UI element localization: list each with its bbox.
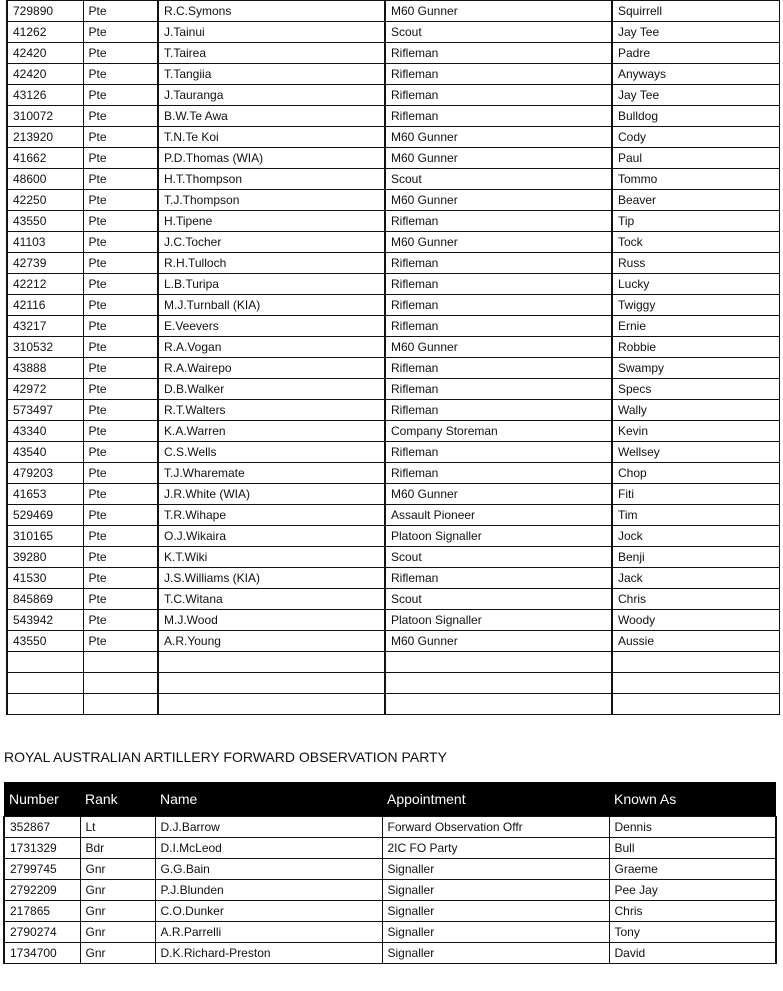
cell-appointment: Rifleman (385, 85, 612, 106)
cell-known-as: Paul (612, 148, 779, 169)
cell-known-as: Jack (612, 568, 779, 589)
cell-number: 543942 (7, 610, 83, 631)
cell-name: M.J.Wood (158, 610, 385, 631)
table-row (7, 85, 779, 106)
table-row (4, 943, 776, 964)
cell-number: 43126 (7, 85, 83, 106)
cell-rank: Pte (83, 463, 158, 484)
table-row (7, 190, 779, 211)
cell-number: 41530 (7, 568, 83, 589)
cell-appointment: Rifleman (385, 106, 612, 127)
table-row (7, 295, 779, 316)
cell-name (158, 694, 385, 715)
roster-table-body (7, 1, 779, 715)
table-row (4, 922, 776, 943)
cell-appointment: M60 Gunner (385, 631, 612, 652)
table-row (7, 64, 779, 85)
table-row (7, 211, 779, 232)
cell-number: 2799745 (4, 859, 80, 880)
cell-rank: Pte (83, 148, 158, 169)
table-row (7, 337, 779, 358)
table-row (7, 610, 779, 631)
cell-known-as: Lucky (612, 274, 779, 295)
cell-name: T.C.Witana (158, 589, 385, 610)
cell-appointment: Forward Observation Offr (382, 817, 609, 838)
table-row (7, 673, 779, 694)
cell-rank: Pte (83, 421, 158, 442)
section-title: ROYAL AUSTRALIAN ARTILLERY FORWARD OBSERVATION PARTY (4, 749, 447, 765)
cell-number: 48600 (7, 169, 83, 190)
table-row (7, 442, 779, 463)
cell-rank: Pte (83, 631, 158, 652)
cell-known-as: David (609, 943, 776, 964)
cell-appointment: Rifleman (385, 253, 612, 274)
cell-number: 479203 (7, 463, 83, 484)
cell-rank: Pte (83, 22, 158, 43)
table-row (7, 316, 779, 337)
table-row (7, 652, 779, 673)
cell-rank: Pte (83, 484, 158, 505)
cell-name (158, 652, 385, 673)
cell-rank: Pte (83, 589, 158, 610)
cell-name: D.K.Richard-Preston (155, 943, 382, 964)
cell-known-as: Graeme (609, 859, 776, 880)
table-row (7, 526, 779, 547)
cell-name: J.Tainui (158, 22, 385, 43)
cell-rank: Pte (83, 190, 158, 211)
cell-name: H.T.Thompson (158, 169, 385, 190)
cell-name: R.C.Symons (158, 1, 385, 22)
cell-rank: Pte (83, 442, 158, 463)
cell-rank: Pte (83, 610, 158, 631)
cell-rank: Lt (80, 817, 155, 838)
cell-appointment: Rifleman (385, 568, 612, 589)
artillery-table (3, 782, 777, 964)
cell-name: B.W.Te Awa (158, 106, 385, 127)
cell-rank: Pte (83, 43, 158, 64)
cell-name: R.A.Wairepo (158, 358, 385, 379)
cell-number: 42250 (7, 190, 83, 211)
cell-known-as: Chop (612, 463, 779, 484)
cell-name: T.J.Wharemate (158, 463, 385, 484)
cell-name: J.Tauranga (158, 85, 385, 106)
table-row (7, 358, 779, 379)
cell-number: 310165 (7, 526, 83, 547)
cell-appointment: Signaller (382, 901, 609, 922)
cell-known-as: Jay Tee (612, 22, 779, 43)
cell-rank: Pte (83, 169, 158, 190)
header-row (4, 782, 776, 817)
cell-known-as: Swampy (612, 358, 779, 379)
cell-number: 42116 (7, 295, 83, 316)
cell-appointment: Signaller (382, 922, 609, 943)
cell-rank (83, 673, 158, 694)
cell-appointment: Scout (385, 547, 612, 568)
table-row (7, 232, 779, 253)
cell-number: 310072 (7, 106, 83, 127)
cell-rank: Gnr (80, 901, 155, 922)
cell-rank: Pte (83, 505, 158, 526)
cell-appointment: Scout (385, 169, 612, 190)
cell-known-as: Anyways (612, 64, 779, 85)
table-row (7, 400, 779, 421)
cell-rank: Pte (83, 274, 158, 295)
cell-appointment: Scout (385, 22, 612, 43)
cell-appointment: Rifleman (385, 316, 612, 337)
cell-number: 573497 (7, 400, 83, 421)
cell-appointment (385, 694, 612, 715)
cell-rank: Pte (83, 400, 158, 421)
table-row (7, 253, 779, 274)
artillery-table-header (4, 782, 776, 817)
cell-rank: Pte (83, 1, 158, 22)
cell-number: 1734700 (4, 943, 80, 964)
cell-rank (83, 694, 158, 715)
cell-name (158, 673, 385, 694)
cell-known-as: Squirrell (612, 1, 779, 22)
cell-appointment: Scout (385, 589, 612, 610)
table-row (7, 484, 779, 505)
table-row (7, 631, 779, 652)
cell-number: 42420 (7, 43, 83, 64)
cell-appointment: Rifleman (385, 379, 612, 400)
cell-appointment: M60 Gunner (385, 190, 612, 211)
cell-rank: Pte (83, 316, 158, 337)
cell-number: 43340 (7, 421, 83, 442)
cell-number (7, 673, 83, 694)
cell-rank: Gnr (80, 859, 155, 880)
cell-name: A.R.Parrelli (155, 922, 382, 943)
cell-known-as: Chris (609, 901, 776, 922)
cell-number: 2792209 (4, 880, 80, 901)
cell-number: 2790274 (4, 922, 80, 943)
cell-rank: Pte (83, 64, 158, 85)
header-known-as: Known As (609, 782, 776, 817)
cell-name: R.T.Walters (158, 400, 385, 421)
roster-table (6, 0, 780, 715)
cell-known-as: Cody (612, 127, 779, 148)
cell-known-as: Russ (612, 253, 779, 274)
cell-rank: Pte (83, 253, 158, 274)
cell-appointment: M60 Gunner (385, 1, 612, 22)
cell-rank: Pte (83, 379, 158, 400)
cell-known-as: Fiti (612, 484, 779, 505)
cell-rank: Pte (83, 106, 158, 127)
cell-name: A.R.Young (158, 631, 385, 652)
cell-appointment (385, 652, 612, 673)
cell-name: E.Veevers (158, 316, 385, 337)
cell-name: T.Tairea (158, 43, 385, 64)
cell-appointment: Rifleman (385, 211, 612, 232)
cell-name: J.S.Williams (KIA) (158, 568, 385, 589)
cell-rank: Pte (83, 232, 158, 253)
cell-number: 39280 (7, 547, 83, 568)
table-row (7, 274, 779, 295)
cell-known-as: Bulldog (612, 106, 779, 127)
cell-number: 42739 (7, 253, 83, 274)
cell-name: K.A.Warren (158, 421, 385, 442)
cell-appointment: Signaller (382, 943, 609, 964)
cell-known-as: Bull (609, 838, 776, 859)
cell-name: L.B.Turipa (158, 274, 385, 295)
table-row (7, 589, 779, 610)
cell-appointment (385, 673, 612, 694)
cell-rank: Pte (83, 547, 158, 568)
cell-known-as: Beaver (612, 190, 779, 211)
table-row (7, 169, 779, 190)
cell-rank: Pte (83, 526, 158, 547)
table-row (7, 463, 779, 484)
table-row (7, 1, 779, 22)
cell-known-as: Tommo (612, 169, 779, 190)
table-row (4, 859, 776, 880)
cell-rank: Pte (83, 337, 158, 358)
cell-number (7, 694, 83, 715)
cell-number: 352867 (4, 817, 80, 838)
cell-name: T.R.Wihape (158, 505, 385, 526)
table-row (4, 838, 776, 859)
cell-name: O.J.Wikaira (158, 526, 385, 547)
cell-name: C.O.Dunker (155, 901, 382, 922)
cell-appointment: M60 Gunner (385, 484, 612, 505)
cell-number: 42420 (7, 64, 83, 85)
header-name: Name (155, 782, 382, 817)
cell-known-as: Tock (612, 232, 779, 253)
table-row (7, 379, 779, 400)
cell-name: M.J.Turnball (KIA) (158, 295, 385, 316)
cell-name: D.J.Barrow (155, 817, 382, 838)
cell-number: 41262 (7, 22, 83, 43)
cell-known-as: Woody (612, 610, 779, 631)
table-row (7, 43, 779, 64)
table-row (4, 817, 776, 838)
cell-number: 217865 (4, 901, 80, 922)
cell-known-as: Tony (609, 922, 776, 943)
table-row (4, 901, 776, 922)
cell-name: R.H.Tulloch (158, 253, 385, 274)
cell-known-as (612, 652, 779, 673)
cell-appointment: M60 Gunner (385, 232, 612, 253)
cell-known-as: Kevin (612, 421, 779, 442)
cell-appointment: Rifleman (385, 43, 612, 64)
cell-name: D.I.McLeod (155, 838, 382, 859)
table-row (7, 148, 779, 169)
cell-rank: Gnr (80, 880, 155, 901)
cell-rank: Pte (83, 568, 158, 589)
cell-appointment: Signaller (382, 859, 609, 880)
cell-appointment: Signaller (382, 880, 609, 901)
cell-appointment: Rifleman (385, 64, 612, 85)
table-row (7, 22, 779, 43)
cell-appointment: Rifleman (385, 400, 612, 421)
cell-appointment: Platoon Signaller (385, 610, 612, 631)
table-row (7, 547, 779, 568)
cell-number: 1731329 (4, 838, 80, 859)
cell-name: R.A.Vogan (158, 337, 385, 358)
cell-appointment: M60 Gunner (385, 127, 612, 148)
header-rank: Rank (80, 782, 155, 817)
cell-known-as: Robbie (612, 337, 779, 358)
cell-name: G.G.Bain (155, 859, 382, 880)
cell-number: 43550 (7, 631, 83, 652)
cell-rank: Pte (83, 295, 158, 316)
cell-rank: Pte (83, 211, 158, 232)
cell-number: 213920 (7, 127, 83, 148)
cell-rank (83, 652, 158, 673)
cell-number: 42212 (7, 274, 83, 295)
cell-name: K.T.Wiki (158, 547, 385, 568)
cell-number (7, 652, 83, 673)
cell-appointment: Company Storeman (385, 421, 612, 442)
cell-known-as (612, 673, 779, 694)
cell-number: 43888 (7, 358, 83, 379)
cell-name: P.J.Blunden (155, 880, 382, 901)
cell-rank: Pte (83, 127, 158, 148)
cell-number: 41662 (7, 148, 83, 169)
cell-number: 41103 (7, 232, 83, 253)
cell-known-as: Benji (612, 547, 779, 568)
cell-known-as: Ernie (612, 316, 779, 337)
cell-known-as: Jay Tee (612, 85, 779, 106)
cell-name: J.C.Tocher (158, 232, 385, 253)
cell-known-as: Chris (612, 589, 779, 610)
table-row (7, 421, 779, 442)
cell-name: T.Tangiia (158, 64, 385, 85)
cell-appointment: Assault Pioneer (385, 505, 612, 526)
cell-number: 729890 (7, 1, 83, 22)
cell-appointment: Rifleman (385, 295, 612, 316)
cell-known-as: Twiggy (612, 295, 779, 316)
artillery-table-body (4, 817, 776, 964)
header-number: Number (4, 782, 80, 817)
cell-appointment: Rifleman (385, 274, 612, 295)
table-row (7, 106, 779, 127)
cell-appointment: M60 Gunner (385, 148, 612, 169)
cell-name: J.R.White (WIA) (158, 484, 385, 505)
cell-number: 529469 (7, 505, 83, 526)
cell-known-as: Padre (612, 43, 779, 64)
cell-appointment: M60 Gunner (385, 337, 612, 358)
table-row (7, 505, 779, 526)
table-row (7, 127, 779, 148)
header-appointment: Appointment (382, 782, 609, 817)
table-row (7, 568, 779, 589)
cell-known-as: Wellsey (612, 442, 779, 463)
cell-number: 845869 (7, 589, 83, 610)
cell-rank: Gnr (80, 922, 155, 943)
cell-known-as: Aussie (612, 631, 779, 652)
cell-name: C.S.Wells (158, 442, 385, 463)
cell-name: D.B.Walker (158, 379, 385, 400)
cell-known-as (612, 694, 779, 715)
cell-known-as: Dennis (609, 817, 776, 838)
cell-known-as: Wally (612, 400, 779, 421)
cell-name: T.J.Thompson (158, 190, 385, 211)
cell-rank: Pte (83, 85, 158, 106)
cell-name: P.D.Thomas (WIA) (158, 148, 385, 169)
cell-known-as: Tip (612, 211, 779, 232)
table-row (7, 694, 779, 715)
cell-appointment: Rifleman (385, 442, 612, 463)
cell-appointment: Rifleman (385, 358, 612, 379)
cell-name: T.N.Te Koi (158, 127, 385, 148)
cell-number: 42972 (7, 379, 83, 400)
cell-appointment: Platoon Signaller (385, 526, 612, 547)
cell-appointment: Rifleman (385, 463, 612, 484)
cell-number: 43217 (7, 316, 83, 337)
cell-rank: Pte (83, 358, 158, 379)
cell-known-as: Jock (612, 526, 779, 547)
cell-known-as: Tim (612, 505, 779, 526)
cell-appointment: 2IC FO Party (382, 838, 609, 859)
cell-rank: Gnr (80, 943, 155, 964)
cell-known-as: Specs (612, 379, 779, 400)
cell-number: 310532 (7, 337, 83, 358)
cell-number: 43550 (7, 211, 83, 232)
cell-name: H.Tipene (158, 211, 385, 232)
table-row (4, 880, 776, 901)
cell-number: 43540 (7, 442, 83, 463)
cell-number: 41653 (7, 484, 83, 505)
cell-rank: Bdr (80, 838, 155, 859)
cell-known-as: Pee Jay (609, 880, 776, 901)
